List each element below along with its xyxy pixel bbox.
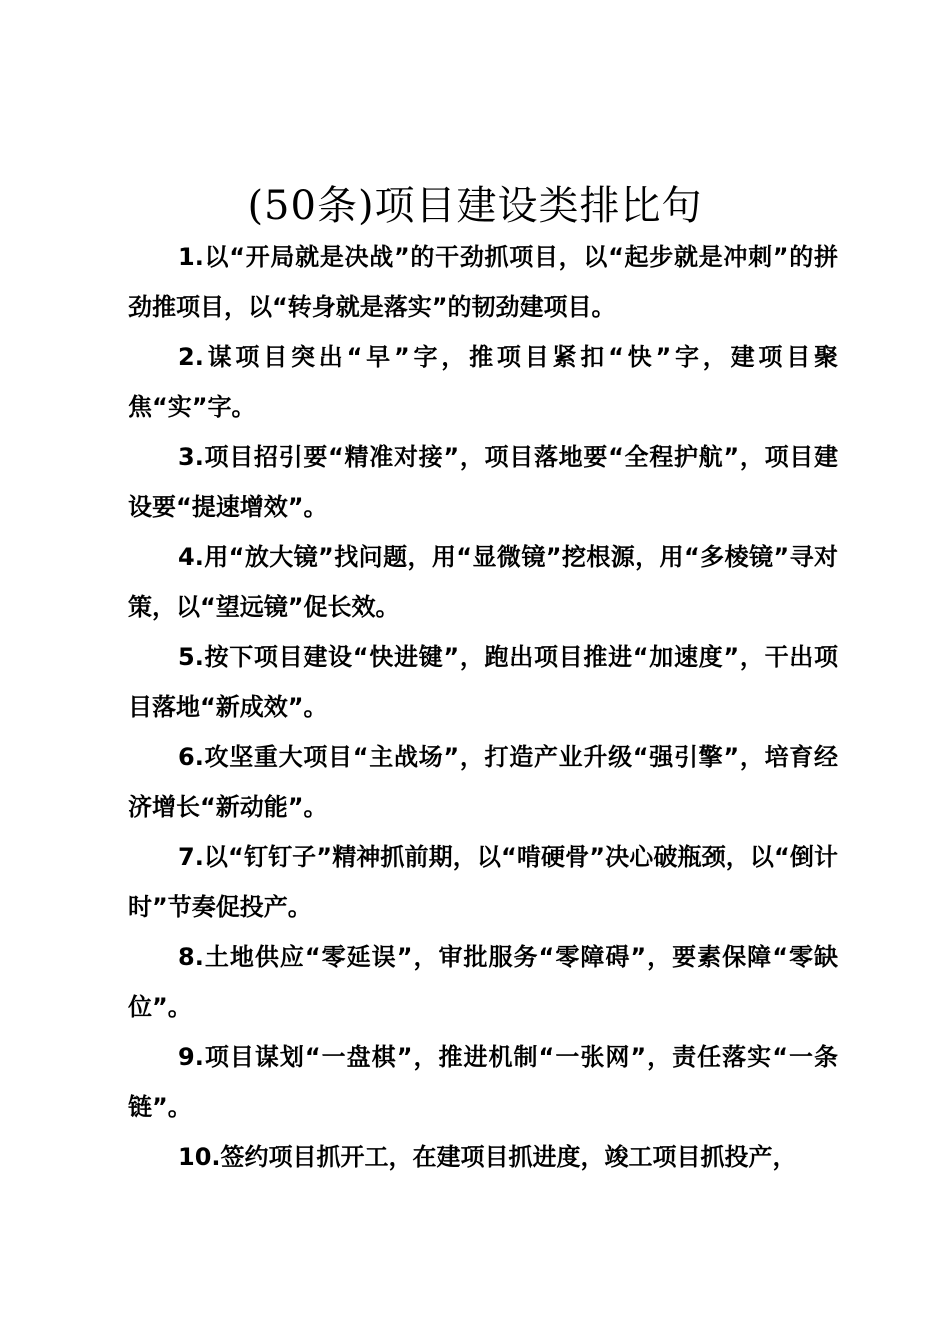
list-item: 7.以“钉钉子”精神抓前期，以“啃硬骨”决心破瓶颈，以“倒计时”节奏促投产。 (128, 843, 838, 921)
list-item: 2.谋项目突出“早”字，推项目紧扣“快”字，建项目聚焦“实”字。 (128, 343, 838, 421)
list-item: 5.按下项目建设“快进键”，跑出项目推进“加速度”，干出项目落地“新成效”。 (128, 643, 838, 721)
sentence-list (128, 232, 838, 1182)
page-title: (50条)项目建设类排比句 (247, 183, 703, 229)
list-item: 1.以“开局就是决战”的干劲抓项目，以“起步就是冲刺”的拼劲推项目，以“转身就是落实”的韧劲建项目。 (128, 243, 838, 321)
list-item: 8.土地供应“零延误”，审批服务“零障碍”，要素保障“零缺位”。 (128, 943, 838, 1021)
list-item: 6.攻坚重大项目“主战场”，打造产业升级“强引擎”，培育经济增长“新动能”。 (128, 743, 838, 821)
list-item: 3.项目招引要“精准对接”，项目落地要“全程护航”，项目建设要“提速增效”。 (128, 443, 838, 521)
list-item: 10.签约项目抓开工，在建项目抓进度，竣工项目抓投产， (178, 1143, 797, 1171)
list-item: 4.用“放大镜”找问题，用“显微镜”挖根源，用“多棱镜”寻对策，以“望远镜”促长效。 (128, 543, 838, 621)
list-item: 9.项目谋划“一盘棋”，推进机制“一张网”，责任落实“一条链”。 (128, 1043, 838, 1121)
